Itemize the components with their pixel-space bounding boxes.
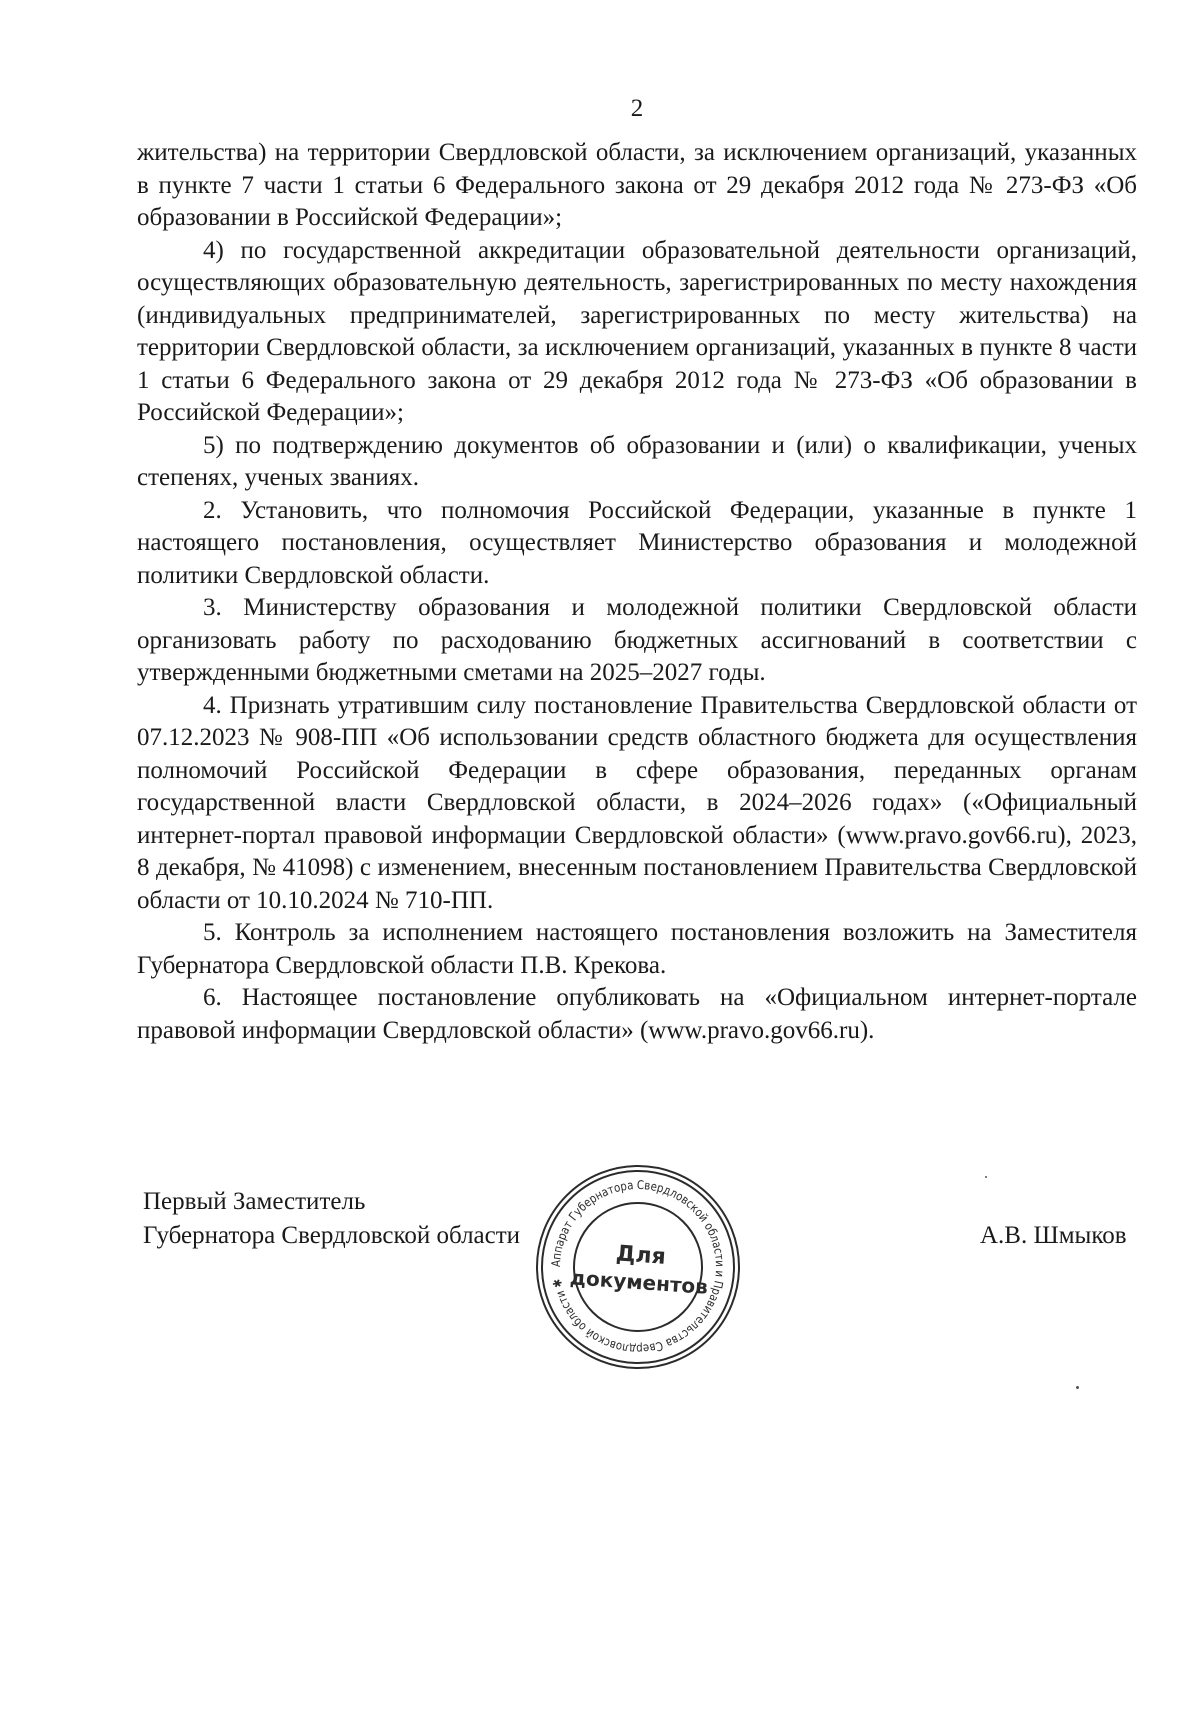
stamp-ring-text: Аппарат Губернатора Свердловской области и Правительства Свердловской области ✱ bbox=[548, 1177, 728, 1357]
signatory-name: А.В. Шмыков bbox=[980, 1222, 1127, 1249]
signatory-position-line: Губернатора Свердловской области bbox=[143, 1222, 521, 1249]
signatory-position-line: Первый Заместитель bbox=[143, 1188, 366, 1215]
signatory-position bbox=[143, 1185, 520, 1253]
page-number: 2 bbox=[630, 95, 644, 122]
paragraph: 6. Настоящее постановление опубликовать на «Официальном интернет-портале правовой информации Свердловской области» (www.pravo.gov66.ru). bbox=[137, 984, 1137, 1044]
paragraph: 2. Установить, что полномочия Российской Федерации, указанные в пункте 1 настоящего постановления, осуществляет Министерство образования и молодежной политики Свердловской области. bbox=[137, 496, 1137, 589]
paragraph: 4) по государственной аккредитации образовательной деятельности организаций, осуществляющих образовательную деятельность, зарегистрированных по месту нахождения (индивидуальных предпринимателей, зарегистрированных по месту жительства) на территории Свердловской области, за исключением организаций, указанных в пункте 8 части 1 статьи 6 Федерального закона от 29 декабря 2012 года № 273-ФЗ «Об образовании в Российской Федерации»; bbox=[137, 236, 1137, 426]
stamp-center-text: Для bbox=[615, 1241, 667, 1270]
document-body bbox=[137, 137, 1137, 1047]
official-seal-stamp bbox=[533, 1162, 743, 1372]
paragraph: 3. Министерству образования и молодежной политики Свердловской области организовать работу по расходованию бюджетных ассигнований в соответствии с утвержденными бюджетными сметами на 2025–2027 годы. bbox=[137, 594, 1137, 686]
paragraph: 5. Контроль за исполнением настоящего постановления возложить на Заместителя Губернатора Свердловской области П.В. Крекова. bbox=[137, 919, 1137, 979]
scan-speck bbox=[985, 1176, 987, 1178]
stamp-center-text: документов bbox=[569, 1265, 709, 1299]
paragraph: 4. Признать утратившим силу постановление Правительства Свердловской области от 07.12.2023 № 908-ПП «Об использовании средств областного бюджета для осуществления полномочий Российской Федерации в сфере образования, переданных органам государственной власти Свердловской области, в 2024–2026 годах» («Официальный интернет-портал правовой информации Свердловской области» (www.pravo.gov66.ru), 2023, 8 декабря, № 41098) с изменением, внесенным постановлением Правительства Свердловской области от 10.10.2024 № 710-ПП. bbox=[137, 691, 1137, 914]
paragraph: жительства) на территории Свердловской области, за исключением организаций, указанных в пункте 7 части 1 статьи 6 Федерального закона от 29 декабря 2012 года № 273-ФЗ «Об образовании в Российской Федерации»; bbox=[137, 139, 1137, 231]
paragraph: 5) по подтверждению документов об образовании и (или) о квалификации, ученых степенях, ученых званиях. bbox=[137, 431, 1137, 491]
scan-speck bbox=[1076, 1386, 1079, 1389]
